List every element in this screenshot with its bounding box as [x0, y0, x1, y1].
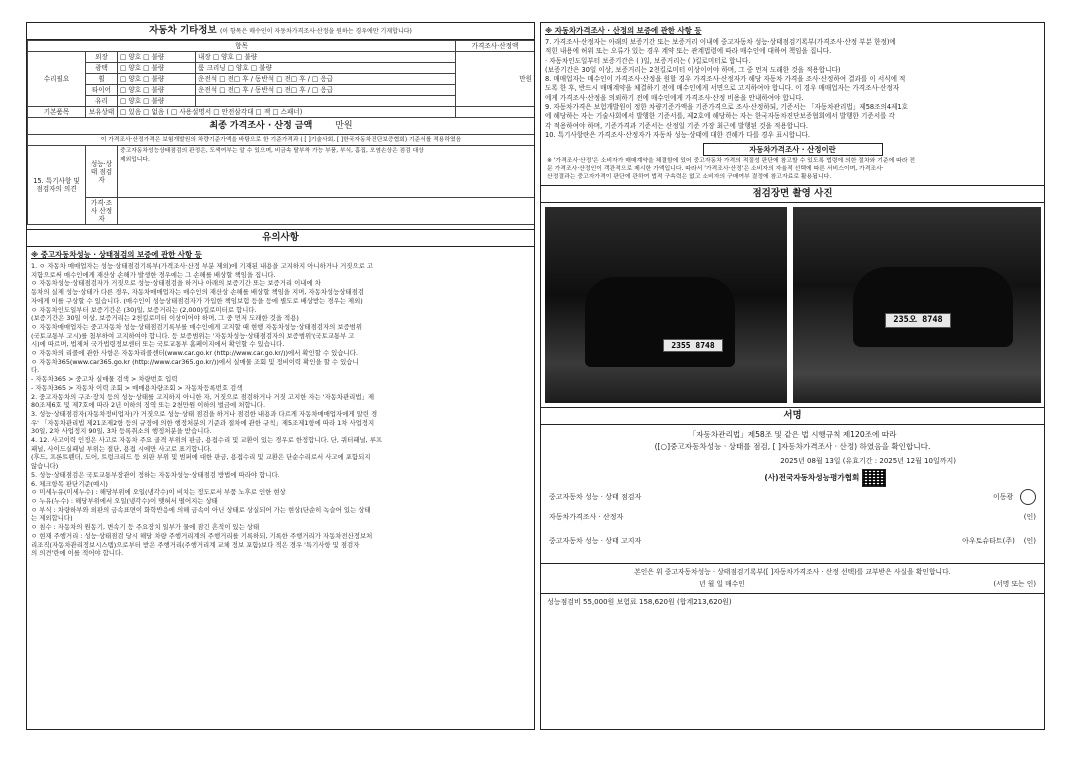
- row-options-2[interactable]: [196, 52, 456, 63]
- notice-line: (국토교통부 고시)를 첨부하여 고지하여야 합니다. 등 보증범위는 '자동차성능·상태점검자의 보증범위'(국토교통부 고: [31, 331, 355, 340]
- seal-stamp-icon: [1020, 489, 1036, 505]
- row-label: 광택: [86, 63, 118, 74]
- col-item-header: 항목: [28, 41, 456, 52]
- opinion-row2-cell[interactable]: [118, 198, 535, 225]
- opinion-row2-label: 가격·조사 산정자: [86, 198, 118, 225]
- notice-line: 의 의견'란에 이를 적어야 합니다.: [31, 549, 124, 558]
- final-note: 이 가격조사·산정가격은 보험개발원의 차량기준가액을 바탕으로 한 기준가격과 ( [ ]기술사회, [ ]한국자동차진단보증협회) 기준서를 적용하였음: [28, 135, 535, 146]
- photos-area: [541, 203, 1044, 407]
- notice-line: ㅇ 누유(누수) : 해당부위에서 오일(냉각수)이 맺혀서 떨어지는 상태: [31, 496, 218, 505]
- price-guarantee-line: 에 해당하는 자는 기술사회에서 발행한 기준서를, 제2호에 해당하는 자는 한국자동차진단보증협회에서 발행한 기준서를 각: [545, 112, 895, 121]
- price-guarantee-line: 각 적용하여야 하며, 기준가격과 기준서는 산정일 기준 가장 최근에 발행된 것을 적용합니다.: [545, 121, 808, 130]
- price-guarantee-line: 10. 특기사항란은 가격조사·산정자가 자동차 성능·상태에 대한 견해가 다를 경우 표시합니다.: [545, 130, 810, 139]
- row-options[interactable]: □ 양호 □ 불량: [118, 63, 196, 74]
- price-def-line: ※ '가격조사·산정'은 소비자가 매매계약을 체결함에 있어 중고자동차 가격의 적절성 판단에 참고할 수 있도록 법령에 의한 절차와 기준에 따라 전: [547, 158, 916, 165]
- row-opts-2: □ 양호 □ 불량: [212, 53, 258, 61]
- buyer-date[interactable]: 년 월 일 매수인: [699, 580, 745, 589]
- sig-org: (사)전국자동차성능평가협회: [764, 473, 860, 483]
- notice-line: 6. 체크항목 판단기준(예시): [31, 479, 108, 488]
- opinion-group-label: 15. 특기사항 및 점검자의 의견: [28, 146, 86, 225]
- opinion-row1-text2: 제외입니다.: [120, 157, 150, 163]
- notifier-label: 중고자동차 성능 · 상태 고지자: [549, 537, 642, 546]
- notice-line: 4. 12. 사고이력 인정은 사고로 자동차 주요 골격 부위의 판금, 용접수리 및 교환이 있는 경우로 한정합니다. 단, 쿼터패널, 루프: [31, 436, 383, 445]
- notice-header: [27, 229, 534, 247]
- table-row: [28, 118, 535, 135]
- notice-title: 유의사항: [262, 232, 299, 243]
- price-def-line: 산정결과는 중고자가격이 판단에 관하여 법적 구속력은 없고 소비자의 구매여부 결정에 참고자료로 활용됩니다.: [547, 174, 832, 181]
- notice-line: 동차의 실제 성능·상태가 다른 경우, 자동차매매업자는 매수인의 재산상 손해를 배상할 책임을 지며, 자동차성능상태점검: [31, 288, 364, 297]
- row-label: 타이어: [86, 85, 118, 96]
- row-options-2: [196, 96, 456, 107]
- basic-price: [456, 107, 535, 118]
- row-options-2[interactable]: [196, 63, 456, 74]
- buyer-section: [541, 564, 1044, 593]
- row-label-2: 내장: [198, 53, 211, 61]
- notice-line: ㅇ 현재 주행거리 : 성능·상태점검 당시 해당 차량 주행거리계의 주행거리를 기록하되, 기록한 주행거리가 자동차전산정보처: [31, 531, 373, 540]
- notice-line: - 자동차365 > 중고차 실매물 검색 > 차량번호 입력: [31, 375, 178, 384]
- table-row: [28, 146, 535, 198]
- row-label: 유리: [86, 96, 118, 107]
- final-price-unit: 만원: [335, 121, 353, 131]
- notice-line: 지함으로써 매수인에게 재산상 손해가 발생한 경우에는 그 손해를 배상할 책임을 집니다.: [31, 270, 276, 279]
- vehicle-info-title-note: (이 항목은 매수인이 자동차가격조사·산정을 원하는 경우에만 기재합니다): [219, 28, 412, 35]
- price-def-box-title: 자동차가격조사 · 산정이란: [703, 143, 883, 156]
- appraiser-seal[interactable]: (인): [1023, 513, 1036, 522]
- left-panel: [26, 22, 535, 730]
- appraiser-row: [549, 507, 1036, 527]
- notice-line: (후드, 프론트펜더, 도어, 트렁크리드 등 외판 부위 및 범퍼에 대한 판금, 용접수리 및 교환은 단순수리로서 사고에 포함되지: [31, 453, 371, 462]
- notice-line: 5. 성능·상태점검은 국토교통부장관이 정하는 자동차성능·상태점검 방법에 따라야 합니다.: [31, 470, 280, 479]
- notice-line: 는 제외합니다): [31, 514, 73, 523]
- qr-code-icon: [862, 469, 886, 487]
- car-rear-right: [853, 267, 1013, 347]
- notice-line: - 자동차365 > 자동차 이력 조회 > 매매용차량조회 > 자동차등록번호 검색: [31, 383, 243, 392]
- price-guarantee-line: 도록 한 후, 반드시 매매계약을 체결하기 전에 매수인에게 서면으로 고지하여야 합니다. 이 경우 매매업자는 가격조사·산정자: [545, 84, 900, 93]
- price-guarantee-line: · 자동차인도일부터 보증기간은 ( )일, 보증거리는 ( )킬로미터로 합니다.: [545, 56, 751, 65]
- notice-line: (보증기간은 30일 이상, 보증거리는 2천킬로미터 이상이어야 하며, 그 중 먼저 도래한 것을 적용): [31, 314, 299, 323]
- price-guarantee-line: 8. 매매업자는 매수인이 가격조사·산정을 원할 경우 가격조사·산정자가 해당 자동차 가격을 조사·산정하여 결과를 이 서식에 적: [545, 75, 906, 84]
- notice-line: ㅇ 자동차인도일부터 보증기간은 (30)일, 보증거리는 (2,000)킬로미터로 합니다.: [31, 305, 257, 314]
- notice-line: ㅇ 미세누유(미세누수) : 해당부위에 오일(냉각수)이 비치는 정도로서 부품 노후로 인한 현상: [31, 488, 286, 497]
- price-def-box-lines: [541, 156, 1044, 182]
- price-guarantee-line: 에게 가격조사·산정을 의뢰하기 전에 매수인에게 가격조사·산정 비용을 안내하여야 합니다.: [545, 93, 804, 102]
- table-row: [28, 135, 535, 146]
- row-label-2: 룸 크리닝: [198, 64, 226, 72]
- notice-line: 80조제6호 및 제7호에 따라 2년 이하의 징역 또는 2천만원 이하의 벌금에 처합니다.: [31, 401, 265, 410]
- notice-line: 자에게 이를 구상할 수 있습니다. (매수인이 성능상태점검자가 가입한 책임보험 등을 등에 별도로 배상받는 경우는 제외): [31, 296, 363, 305]
- buyer-sign[interactable]: (서명 또는 인): [993, 580, 1036, 589]
- notice-line: 1. ㅇ 자동차 매매업자는 성능·상태점검기록부(가격조사·산정 부분 제외)에 기재된 내용을 고지하지 아니하거나 거짓으로 고: [31, 262, 374, 270]
- buyer-line: 본인은 위 중고자동차성능 · 상태점검기록부([ ]자동차가격조사 · 산정 선택)를 교부받은 사실을 확인합니다.: [634, 568, 951, 577]
- notice-line: 2. 중고자동차의 구조·장치 등의 성능·상태를 고지하지 아니한 자, 거짓으로 점검하거나 거짓 고지한 자는 '자동차관리법」제: [31, 392, 375, 401]
- notice-line: ㅇ 자동차365(www.car365.go.kr (http://www.car365.go.kr/))에서 실매물 조회 및 정비이력 확인을 할 수 있습니: [31, 357, 359, 366]
- inspection-photo-left: [545, 207, 787, 403]
- sig-org-row: [549, 469, 1036, 487]
- notice-line: ㅇ 자동차의 리콜에 관한 사항은 자동차리콜센터(www.car.go.kr (http://www.car.go.kr/))에서 확인할 수 있습니다.: [31, 349, 358, 358]
- notice-line: ㅇ 침수 : 자동차의 원동기, 변속기 등 주요장치 일부가 물에 잠긴 흔적이 있는 상태: [31, 523, 260, 532]
- row-options[interactable]: □ 양호 □ 불량: [118, 85, 196, 96]
- notifier-row: [549, 527, 1036, 555]
- price-guarantee-line: 9. 자동차가격은 보험개발원이 정한 차량기준가액을 기준가격으로 조사·산정하되, 기준서는 「자동차관리법」제58조의4제1호: [545, 103, 908, 112]
- fee-line: 성능점검비 55,000원 보험료 158,620원 (합계213,620원): [547, 598, 732, 607]
- inspector-label: 중고자동차 성능 · 상태 점검자: [549, 493, 642, 502]
- notice-line: 우' 「자동차관리법 제21조제2항 등의 규정에 의한 행정처분의 기준과 절차에 관한 규칙」제5조제1항에 따라 1차 사업정지: [31, 418, 375, 427]
- notice-subtitle: ※ 중고자동차성능 · 상태점검의 보증에 관한 사항 등: [31, 250, 202, 259]
- row-options[interactable]: □ 양호 □ 불량: [118, 52, 196, 63]
- plate-left: 2355 8748: [663, 339, 723, 352]
- notifier-name: 아우토슈타트(주): [962, 537, 1015, 546]
- row-opts-2: □ 양호 □ 불량: [227, 64, 272, 72]
- table-row: [28, 107, 535, 118]
- price-guarantee-title: ※ 자동차가격조사 · 산정의 보증에 관한 사항 등: [545, 26, 702, 35]
- notice-line: 30일, 2차 사업정지 90일, 3차 등록취소의 행정처분을 받습니다.: [31, 427, 212, 436]
- notice-line: ㅇ 부식 : 차량하부와 외판의 금속표면이 화학반응에 의해 금속이 아닌 상태로 상실되어 가는 현상(단순히 녹슬어 있는 상태: [31, 505, 371, 514]
- price-guarantee-lines: [541, 38, 1044, 140]
- row-label: 휠: [86, 74, 118, 85]
- opinion-row1-label: 성능·상태 점검자: [86, 146, 118, 198]
- price-guarantee-line: 적힌 내용에 허위 또는 오류가 있는 경우 계약 또는 관계법령에 따라 매수인에 대하여 책임을 집니다.: [545, 47, 832, 56]
- opinion-row1-text: 중고자동차성능상태점검의 판정은, 도색여부는 알 수 있으며, 비금속 탈부착 가능 부품, 부식, 흠집, 오염손상은 점검 대상: [120, 148, 424, 154]
- sig-date: 2025년 08월 13일 (유효기간 : 2025년 12월 10일까지): [780, 457, 956, 466]
- price-def-line: 문 가격조사·산정인이 객관적으로 제시한 가액입니다. 따라서 '가격조사·산정'은 소비자의 자율적 선택에 따른 서비스이며, 가격조사·: [547, 166, 884, 173]
- inspector-row: [549, 487, 1036, 507]
- car-rear-left: [585, 277, 735, 367]
- signature-section: [541, 425, 1044, 555]
- notice-line: 리조직(자동차관리정보시스템)으로부터 받은 주행거리(주행거리계 교체 정보 포함)보다 적은 경우 '특기사항 및 점검자: [31, 540, 360, 549]
- inspector-name: 이동광: [993, 493, 1014, 502]
- vehicle-info-title: 자동차 기타정보: [149, 25, 217, 36]
- notice-lines: [27, 262, 534, 558]
- notifier-seal[interactable]: (인): [1023, 537, 1036, 546]
- opinion-row1-cell[interactable]: [118, 146, 535, 198]
- buyer-sign-row: [549, 578, 1036, 590]
- inspection-photo-right: [793, 207, 1041, 403]
- table-header-row: [28, 41, 535, 52]
- appraiser-label: 자동차가격조사 · 산정자: [549, 513, 624, 522]
- sig-line1: 「자동차관리법」제58조 및 같은 법 시행규칙 제120조에 따라: [688, 430, 897, 440]
- row-options[interactable]: □ 양호 □ 불량: [118, 96, 196, 107]
- row-options[interactable]: □ 양호 □ 불량: [118, 74, 196, 85]
- vehicle-info-table: [27, 40, 535, 225]
- row-options-2[interactable]: 운전석 □ 전□ 후 / 동반석 □ 전□ 후 / □ 응급: [196, 74, 456, 85]
- price-guarantee-line: (보증기간은 30일 이상, 보증거리는 2천킬로미터 이상이어야 하며, 그 중 먼저 도래한 것을 적용합니다): [545, 65, 841, 74]
- row-label: 외장: [86, 52, 118, 63]
- sig-line2: ([○]중고자동차성능 · 상태를 점검, [ ]자동차가격조사 · 산정) 하였음을 확인합니다.: [654, 442, 931, 452]
- repair-group-label: 수리필요: [28, 52, 86, 107]
- notice-line: ㅇ 자동차성능·상태점검자가 거짓으로 성능·상태점검을 하거나 아래의 보증기간 또는 보증거리 이내에 차: [31, 279, 321, 288]
- row-options-2[interactable]: 운전석 □ 전□ 후 / 동반석 □ 전□ 후 / □ 응급: [196, 85, 456, 96]
- plate-right: 235오 8748: [885, 313, 951, 328]
- photos-title: 점검장면 촬영 사진: [541, 186, 1044, 203]
- table-row: [28, 52, 535, 63]
- notice-line: 패널, 사이드실패널 부위는 절단, 용접 시에만 사고로 표기합니다.: [31, 444, 212, 453]
- vehicle-info-header: [27, 23, 534, 40]
- notice-line: 다.: [31, 366, 40, 375]
- right-panel: [540, 22, 1045, 730]
- notice-line: 않습니다): [31, 462, 59, 471]
- notice-line: 3. 성능·상태점검자(자동차정비업자)가 거짓으로 성능·상태 점검을 하거나 점검한 내용과 다르게 자동차매매업자에게 알린 경: [31, 409, 378, 418]
- table-row: [28, 198, 535, 225]
- final-price-label: 최종 가격조사 · 산정 금액: [209, 121, 313, 131]
- col-price-header: 가격조사·산정액: [456, 41, 535, 52]
- final-price-row: [28, 118, 535, 135]
- price-guarantee-line: 7. 가격조사·산정자는 아래의 보증기간 또는 보증거리 이내에 중고자동차 성능·상태점검기록부(가격조사·산정 부분 한정)에: [545, 38, 896, 46]
- basic-label: 기본품목: [28, 107, 86, 118]
- price-unit: 만원: [456, 52, 535, 107]
- notice-line: ㅇ 자동차매매업자는 중고자동차 성능·상태점검기록부를 매수인에게 고지할 때 현행 자동차성능·상태점검자의 보증범위: [31, 322, 363, 331]
- basic-options[interactable]: □ 있음 □ 없음 ( □ 사용설명서 □ 안전삼각대 □ 잭 □ 스패너): [118, 107, 456, 118]
- notice-line: 시)에 따르며, 법제처 국가법령정보센터 또는 국토교통부 홈페이지에서 확인할 수 있습니다.: [31, 340, 285, 349]
- signature-title: 서명: [541, 407, 1044, 425]
- basic-sub: 보유상태: [86, 107, 118, 118]
